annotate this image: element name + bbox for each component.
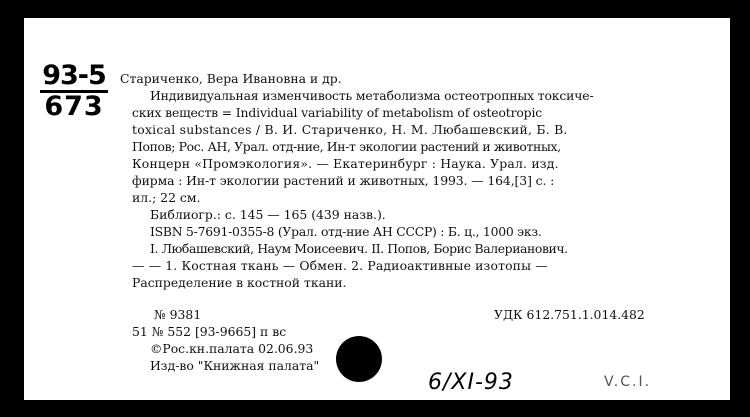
isbn-line: ISBN 5-7691-0355-8 (Урал. отд-ние АН СССР) : Б. ц., 1000 экз. (150, 224, 542, 239)
author-heading: Стариченко, Вера Ивановна и др. (120, 71, 342, 86)
ink-blot (336, 336, 382, 382)
record-number: № 9381 (154, 307, 202, 322)
imprint-line: Концерн «Промэкология». — Екатеринбург : Наука. Урал. изд. (132, 156, 559, 171)
handwritten-date: 6/XI-93 (428, 370, 514, 395)
udc-code: УДК 612.751.1.014.482 (494, 307, 645, 322)
book-chamber-line: ©Рос.кн.палата 02.06.93 (150, 341, 314, 356)
shelf-mark-bottom: 673 (44, 91, 104, 122)
subject-line: — — 1. Костная ткань — Обмен. 2. Радиоактивные изотопы — (132, 258, 548, 273)
imprint-line: фирма : Ин-т экологии растений и животных, 1993. — 164,[3] с. : (132, 173, 555, 188)
shelf-mark-top: 93-5 (42, 60, 106, 91)
registration-line: 51 № 552 [93-9665] п вс (132, 324, 287, 339)
publisher-line: Изд-во "Книжная палата" (150, 358, 320, 373)
shelf-mark (32, 62, 116, 121)
title-line: Попов; Рос. АН, Урал. отд-ние, Ин-т экологии растений и животных, (132, 139, 561, 154)
imprint-line: ил.; 22 см. (132, 190, 201, 205)
subject-line: Распределение в костной ткани. (132, 275, 347, 290)
title-line: Индивидуальная изменчивость метаболизма остеотропных токсиче- (150, 88, 594, 103)
title-line: ских веществ = Individual variability of metabolism of osteotropic (132, 105, 543, 120)
handwritten-scribble: V.C.I. (604, 374, 652, 390)
bibliography-note: Библиогр.: с. 145 — 165 (439 назв.). (150, 207, 386, 222)
tracing-line: I. Любашевский, Наум Моисеевич. II. Попов, Борис Валерианович. (150, 241, 568, 256)
title-line: toxical substances / В. И. Стариченко, Н. М. Любашевский, Б. В. (132, 122, 568, 137)
catalog-card (24, 18, 730, 400)
